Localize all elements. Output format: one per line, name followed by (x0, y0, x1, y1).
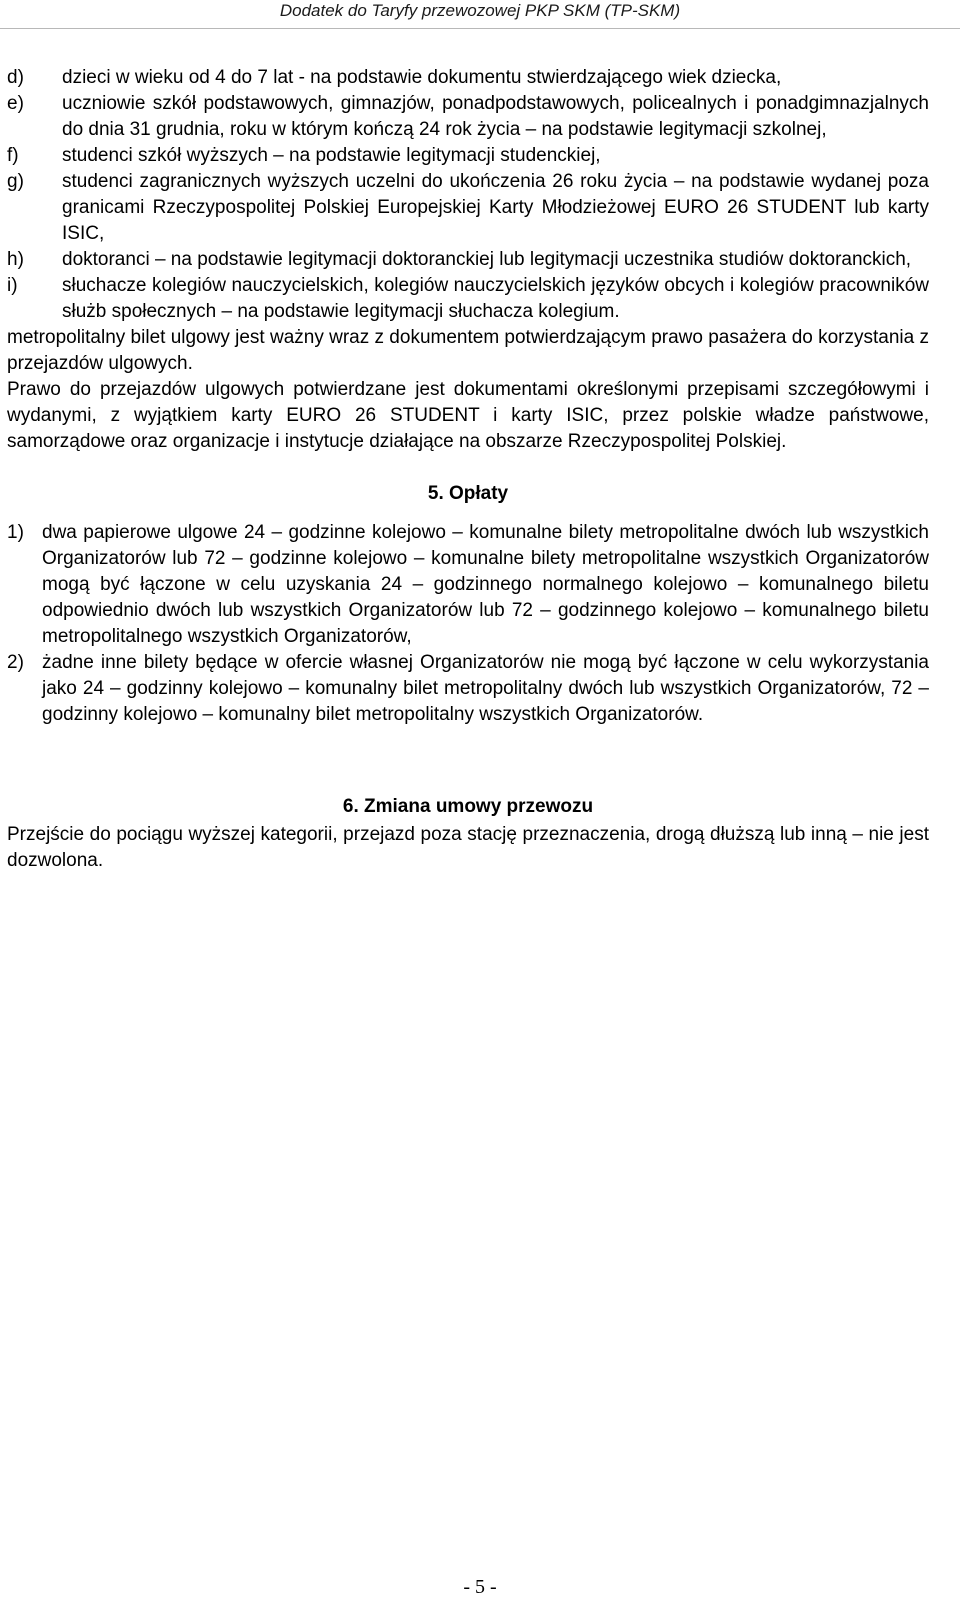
list-item-text: żadne inne bilety będące w ofercie własnej Organizatorów nie mogą być łączone w celu wykorzystania jako 24 – godzinny kolejowo – komunalny bilet metropolitalny dwóch lub wszystkich Organizatorów, 72 – godzinny kolejowo – komunalny bilet metropolitalny wszystkich Organizatorów. (42, 652, 929, 725)
list-item-text: studenci zagranicznych wyższych uczelni do ukończenia 26 roku życia – na podstawie wydanej poza granicami Rzeczypospolitej Polskiej Europejskiej Karty Młodzieżowej EURO 26 STUDENT lub karty ISIC, (62, 171, 929, 244)
list-item-text: słuchacze kolegiów nauczycielskich, kolegiów nauczycielskich języków obcych i kolegiów pracowników służb społecznych – na podstawie legitymacji słuchacza kolegium. (62, 275, 929, 322)
list-item (7, 169, 929, 247)
section-6-title: 6. Zmiana umowy przewozu (342, 796, 594, 817)
list-item (7, 91, 929, 143)
list-item (7, 143, 929, 169)
paragraph-discount-ticket: metropolitalny bilet ulgowy jest ważny wraz z dokumentem potwierdzającym prawo pasażera do korzystania z przejazdów ulgowych. (7, 327, 929, 374)
list-item-text: dwa papierowe ulgowe 24 – godzinne kolejowo – komunalne bilety metropolitalne dwóch lub wszystkich Organizatorów lub 72 – godzinne kolejowo – komunalne bilety metropolitalne wszystkich Organizatorów mogą być łączone w celu uzyskania 24 – godzinnego normalnego kolejowo – komunalnego biletu odpowiednio dwóch lub wszystkich Organizatorów lub 72 – godzinnego kolejowo – komunalnego biletu metropolitalnego wszystkich Organizatorów, (42, 522, 929, 647)
list-marker: d) (7, 67, 24, 88)
discount-eligibility-list (7, 65, 929, 325)
list-item (7, 247, 929, 273)
list-item-text: uczniowie szkół podstawowych, gimnazjów, ponadpodstawowych, policealnych i ponadgimnazjalnych do dnia 31 grudnia, roku w którym kończą 24 rok życia – na podstawie legitymacji szkolnej, (62, 93, 929, 140)
list-item (7, 273, 929, 325)
list-item-text: doktoranci – na podstawie legitymacji doktoranckiej lub legitymacji uczestnika studiów doktoranckich, (62, 249, 912, 270)
list-item (7, 650, 929, 728)
list-marker: 1) (7, 522, 24, 543)
list-item (7, 65, 929, 91)
section-5-list (7, 520, 929, 728)
list-marker: i) (7, 275, 18, 296)
list-item (7, 520, 929, 650)
list-marker: h) (7, 249, 24, 270)
header-divider (0, 28, 960, 29)
paragraph-discount-rights: Prawo do przejazdów ulgowych potwierdzane jest dokumentami określonymi przepisami szczegółowymi i wydanymi, z wyjątkiem karty EURO 26 STUDENT i karty ISIC, przez polskie władze państwowe, samorządowe oraz organizacje i instytucje działające na obszarze Rzeczypospolitej Polskiej. (7, 379, 929, 452)
page-number: - 5 - (463, 1576, 497, 1598)
list-marker: g) (7, 171, 24, 192)
section-6-text: Przejście do pociągu wyższej kategorii, przejazd poza stację przeznaczenia, drogą dłuższą lub inną – nie jest dozwolona. (7, 824, 929, 871)
document-body (7, 65, 929, 874)
document-header: Dodatek do Taryfy przewozowej PKP SKM (TP-SKM) (279, 1, 681, 20)
section-5-title: 5. Opłaty (427, 483, 509, 504)
list-marker: f) (7, 145, 19, 166)
list-marker: 2) (7, 652, 24, 673)
list-marker: e) (7, 93, 24, 114)
list-item-text: studenci szkół wyższych – na podstawie legitymacji studenckiej, (62, 145, 601, 166)
list-item-text: dzieci w wieku od 4 do 7 lat - na podstawie dokumentu stwierdzającego wiek dziecka, (62, 67, 782, 88)
